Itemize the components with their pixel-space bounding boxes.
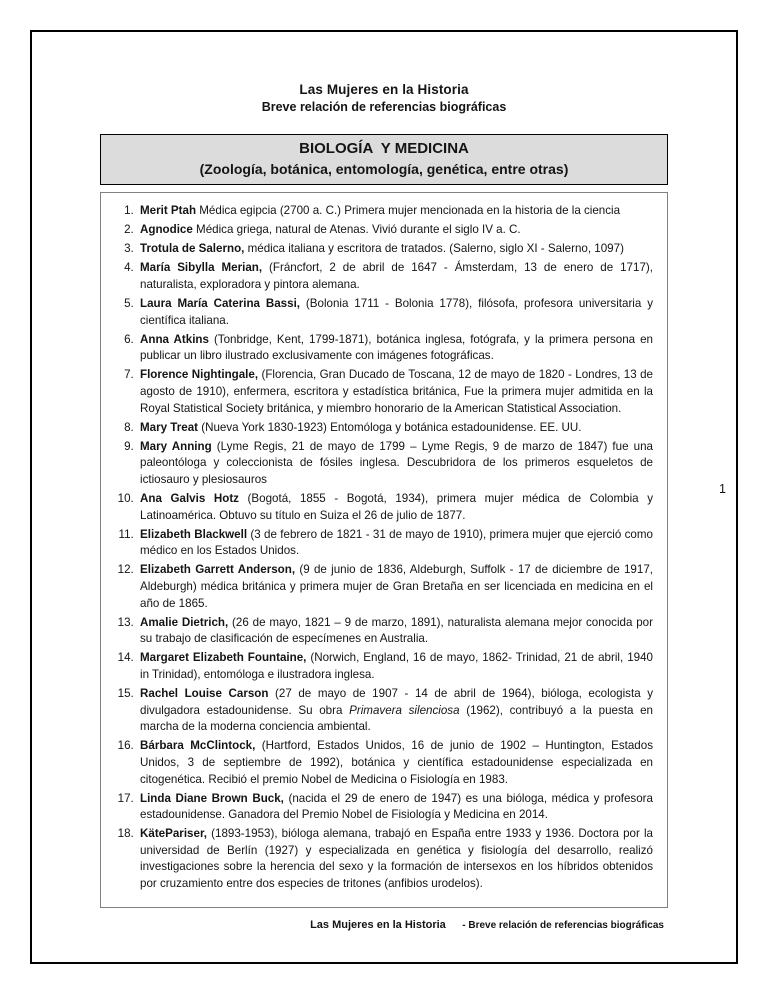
list-item: [137, 791, 653, 824]
entry-text: médica italiana y escritora de tratados. (Salerno, siglo XI - Salerno, 1097): [244, 242, 624, 256]
document-title: Las Mujeres en la Historia: [299, 82, 469, 97]
entry-text: Médica griega, natural de Atenas. Vivió durante el siglo IV a. C.: [192, 223, 521, 237]
entry-text: Primavera silenciosa: [349, 703, 460, 717]
entry-name: Amalie Dietrich,: [140, 615, 229, 629]
list-item: [137, 826, 653, 892]
entry-name: Ana Galvis Hotz: [140, 492, 239, 505]
document-header: [0, 82, 768, 114]
footer-title: Las Mujeres en la Historia: [310, 919, 446, 931]
entry-name: Mary Treat: [140, 420, 198, 434]
footer: [100, 915, 664, 933]
entry-text: (Hartford, Estados Unidos, 16 de junio de 1902 – Huntington, Estados Unidos, 3 de septiembre de 1992), botánica y científica estadounidense especializada en citogenética. Recibió el premio Nobel de Medicina o Fisiología en 1983.: [140, 739, 653, 786]
section-header-box: [100, 134, 668, 185]
entry-name: Trotula de Salerno,: [140, 242, 245, 256]
entry-text: (Bolonia 1711 - Bolonia 1778), filósofa, profesora universitaria y científica italiana.: [140, 296, 653, 327]
document-subtitle: Breve relación de referencias biográficas: [261, 100, 507, 114]
entry-name: Linda Diane Brown Buck,: [140, 791, 284, 805]
list-item: [137, 439, 653, 489]
section-title: BIOLOGÍA Y MEDICINA: [299, 140, 469, 157]
entry-text: (9 de junio de 1836, Aldeburgh, Suffolk - 17 de diciembre de 1917, Aldeburgh) médica británica y primera mujer de Gran Bretaña en ser licenciada en medicina en el año de 1865.: [140, 563, 653, 610]
list-item: [137, 420, 653, 437]
entry-text: (Nueva York 1830-1923) Entomóloga y botánica estadounidense. EE. UU.: [198, 420, 582, 434]
entry-name: Elizabeth Blackwell: [140, 527, 248, 541]
list-item: [137, 562, 653, 612]
entry-text: (Tonbridge, Kent, 1799-1871), botánica inglesa, fotógrafa, y la primera persona en publicar un libro ilustrado exclusivamente con imágenes fotográficas.: [140, 332, 653, 363]
entry-text: (Norwich, England, 16 de mayo, 1862- Trinidad, 21 de abril, 1940 in Trinidad), entomóloga e ilustradora inglesa.: [140, 651, 653, 681]
entry-name: KätePariser,: [140, 827, 208, 841]
list-item: [137, 222, 653, 239]
entry-name: Laura María Caterina Bassi,: [140, 296, 301, 310]
list-item: [137, 650, 653, 683]
entry-text: (26 de mayo, 1821 – 9 de marzo, 1891), naturalista alemana mejor conocida por su trabajo de clasificación de especímenes en Australia.: [140, 615, 653, 646]
list-item: [137, 241, 653, 258]
entry-text: (3 de febrero de 1821 - 31 de mayo de 1910), primera mujer que ejerció como médico en los Estados Unidos.: [140, 527, 653, 558]
list-item: [137, 686, 653, 736]
entry-text: (1893-1953), bióloga alemana, trabajó en España entre 1933 y 1936. Doctora por la universidad de Berlín (1927) y especializada en genética y fisiología del desarrollo, realizó investigaciones sobre la herencia del sexo y la formación de intersexos en los híbridos obtenidos por cruzamiento entre dos especies de tritones (anfibios urodelos).: [140, 827, 653, 891]
list-item: [137, 491, 653, 524]
entry-name: Florence Nightingale,: [140, 368, 259, 382]
entry-text: (Fráncfort, 2 de abril de 1647 - Ámsterdam, 13 de enero de 1717), naturalista, exploradora y pintora alemana.: [140, 261, 653, 291]
list-item: [137, 527, 653, 560]
list-item: [137, 332, 653, 365]
footer-subtitle: - Breve relación de referencias biográficas: [462, 920, 664, 931]
entry-name: Agnodice: [140, 223, 193, 237]
list-item: [137, 260, 653, 293]
entry-name: Elizabeth Garrett Anderson,: [140, 563, 296, 577]
list-item: [137, 738, 653, 788]
list-item: [137, 203, 653, 220]
list-item: [137, 615, 653, 648]
entry-name: Merit Ptah: [140, 204, 197, 217]
entry-list: [101, 203, 653, 893]
entry-name: María Sibylla Merian,: [140, 261, 263, 275]
list-item: [137, 367, 653, 417]
entry-name: Rachel Louise Carson: [140, 687, 269, 701]
entry-name: Margaret Elizabeth Fountaine,: [140, 651, 307, 665]
entry-text: (27 de mayo de 1907 - 14 de abril de 1964), bióloga, ecologista y divulgadora estadounidense. Su obra: [140, 687, 653, 717]
entry-text: (1962), contribuyó a la puesta en marcha de la moderna conciencia ambiental.: [140, 703, 653, 734]
entry-text: (nacida el 29 de enero de 1947) es una bióloga, médica y profesora estadounidense. Ganadora del Premio Nobel de Fisiología y Medicina en 2014.: [140, 791, 653, 822]
entry-text: (Florencia, Gran Ducado de Toscana, 12 de mayo de 1820 - Londres, 13 de agosto de 1910), enfermera, escritora y estadística británica, Fue la primera mujer admitida en la Royal Statistical Society británica, y miembro honorario de la American Statistical Association.: [140, 368, 653, 415]
entry-text: Médica egipcia (2700 a. C.) Primera mujer mencionada en la historia de la ciencia: [196, 204, 621, 217]
entry-text: (Lyme Regis, 21 de mayo de 1799 – Lyme Regis, 9 de marzo de 1847) fue una paleontóloga y coleccionista de fósiles inglesa. Descubridora de los primeros esqueletos de ictiosauro y plesiosauros: [140, 439, 654, 486]
list-item: [137, 296, 653, 329]
entry-name: Mary Anning: [140, 439, 212, 453]
section-subtitle: (Zoología, botánica, entomología, genética, entre otras): [199, 161, 569, 177]
entry-name: Bárbara McClintock,: [140, 739, 256, 753]
page-number: 1: [719, 482, 726, 496]
entry-name: Anna Atkins: [140, 332, 209, 346]
biography-list-box: [100, 192, 668, 908]
entry-text: (Bogotá, 1855 - Bogotá, 1934), primera mujer médica de Colombia y Latinoamérica. Obtuvo su título en Suiza el 26 de julio de 1877.: [140, 492, 653, 522]
